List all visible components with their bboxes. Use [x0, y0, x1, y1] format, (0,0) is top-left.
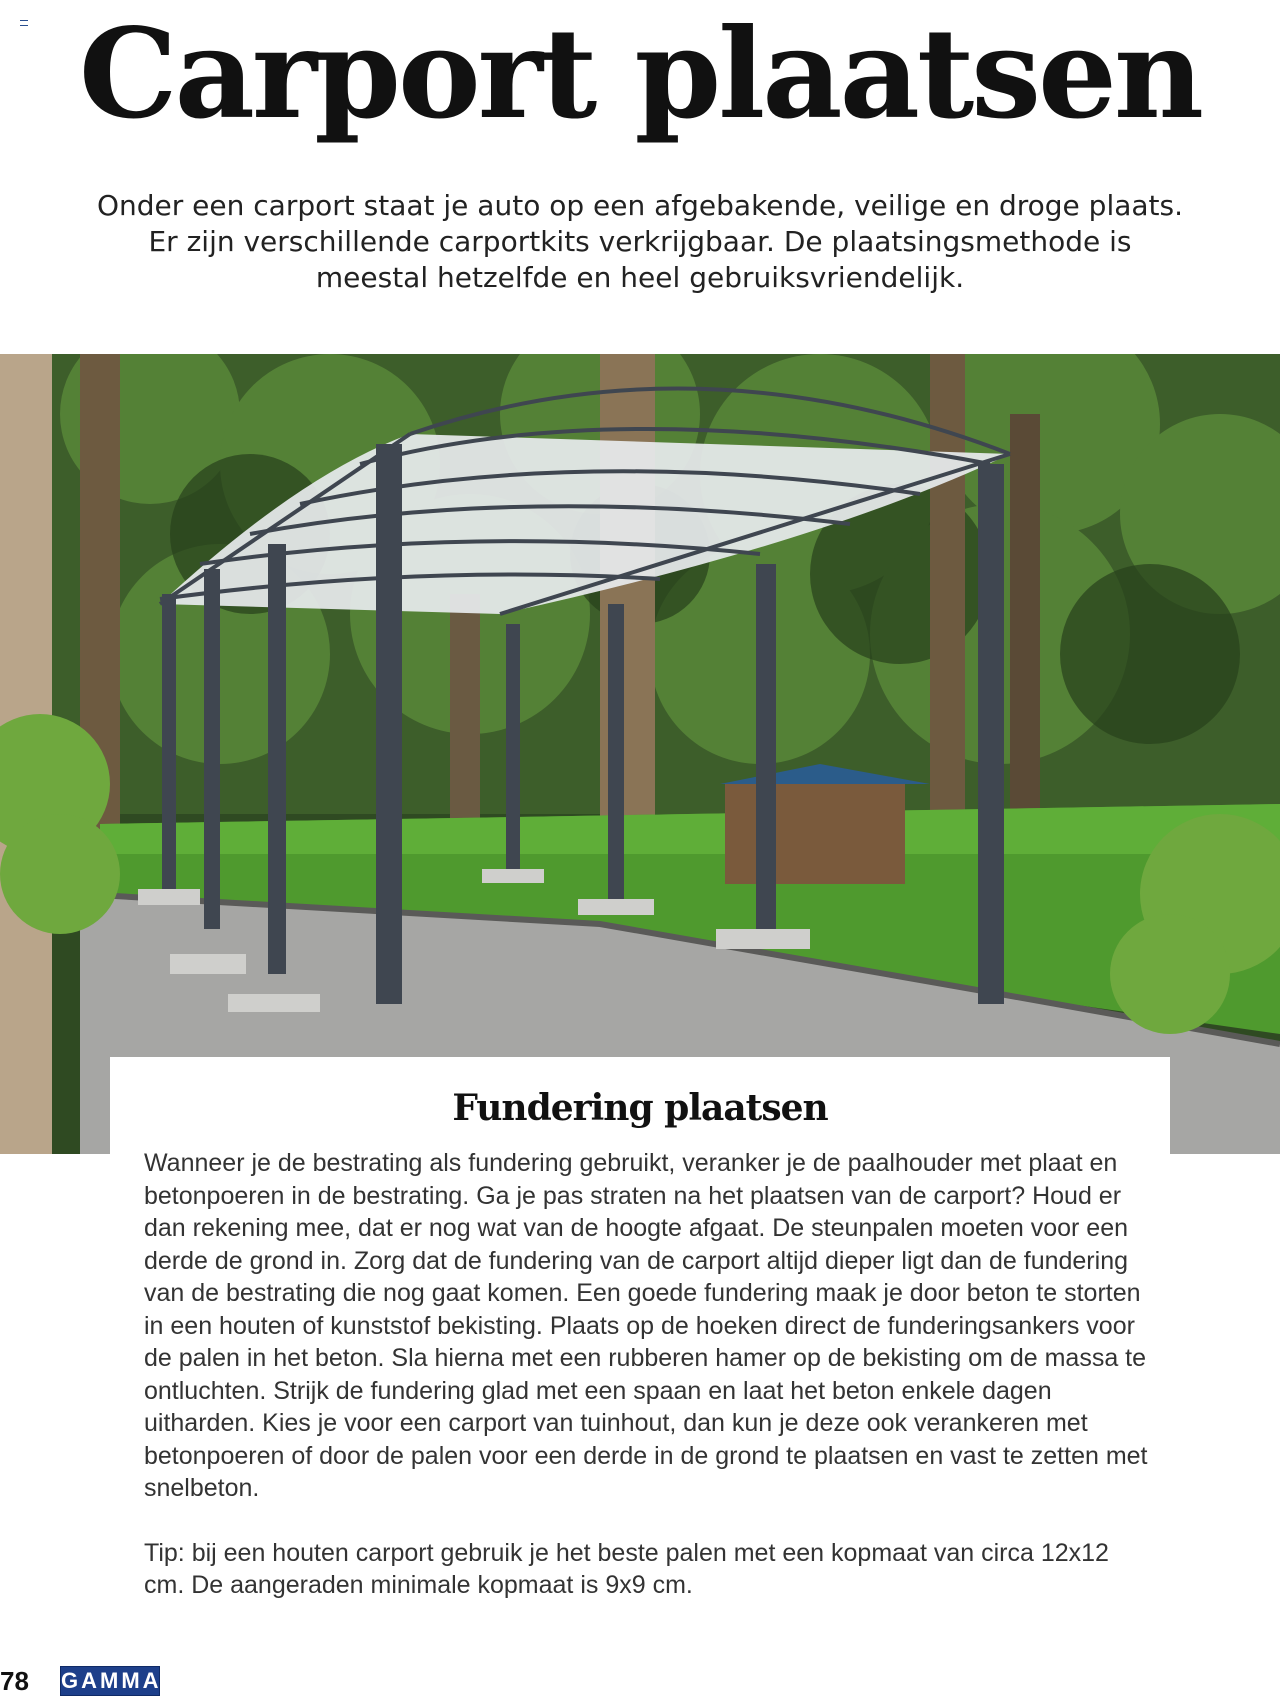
page-title: Carport plaatsen [78, 2, 1202, 147]
intro-text: Onder een carport staat je auto op een afgebakende, veilige en droge plaats. Er zijn verschillende carportkits verkrijgbaar. De plaatsingsmethode is meestal hetzelfde en heel gebruiksvriendelijk. [96, 189, 1184, 294]
carport-photo [0, 354, 1280, 1154]
page-number: 78 [0, 1666, 29, 1696]
gamma-logo [60, 1666, 160, 1696]
logo-text: GAMMA [61, 1668, 162, 1693]
carport-illustration [0, 354, 1280, 1154]
tip-paragraph: Tip: bij een houten carport gebruik je het beste palen met een kopmaat van circa 12x12 cm. De aangeraden minimale kopmaat is 9x9 cm. [144, 1538, 1109, 1599]
body-paragraph: Wanneer je de bestrating als fundering gebruikt, veranker je de paalhouder met plaat en betonpoeren in de bestrating. Ga je pas straten na het plaatsen van de carport? Houd er dan rekening mee, dat er nog wat van de hoogte afgaat. De steunpalen moeten voor een derde de grond in. Zorg dat de fundering van de carport altijd dieper ligt dan de fundering van de bestrating die nog gaat komen. Een goede fundering maak je door beton te storten in een houten of kunststof bekisting. Plaats op de hoeken direct de funderingsankers voor de palen in het beton. Sla hierna met een rubberen hamer op de bekisting om de massa te ontluchten. Strijk de fundering glad met een spaan en laat het beton enkele dagen uitharden. Kies je voor een carport van tuinhout, dan kun je deze ook verankeren met betonpoeren of door de palen voor een derde in de grond te plaatsen en vast te zetten met snelbeton. [144, 1149, 1148, 1502]
content-card [110, 1057, 1170, 1597]
section-heading: Fundering plaatsen [452, 1087, 828, 1129]
section-body [144, 1147, 1154, 1602]
